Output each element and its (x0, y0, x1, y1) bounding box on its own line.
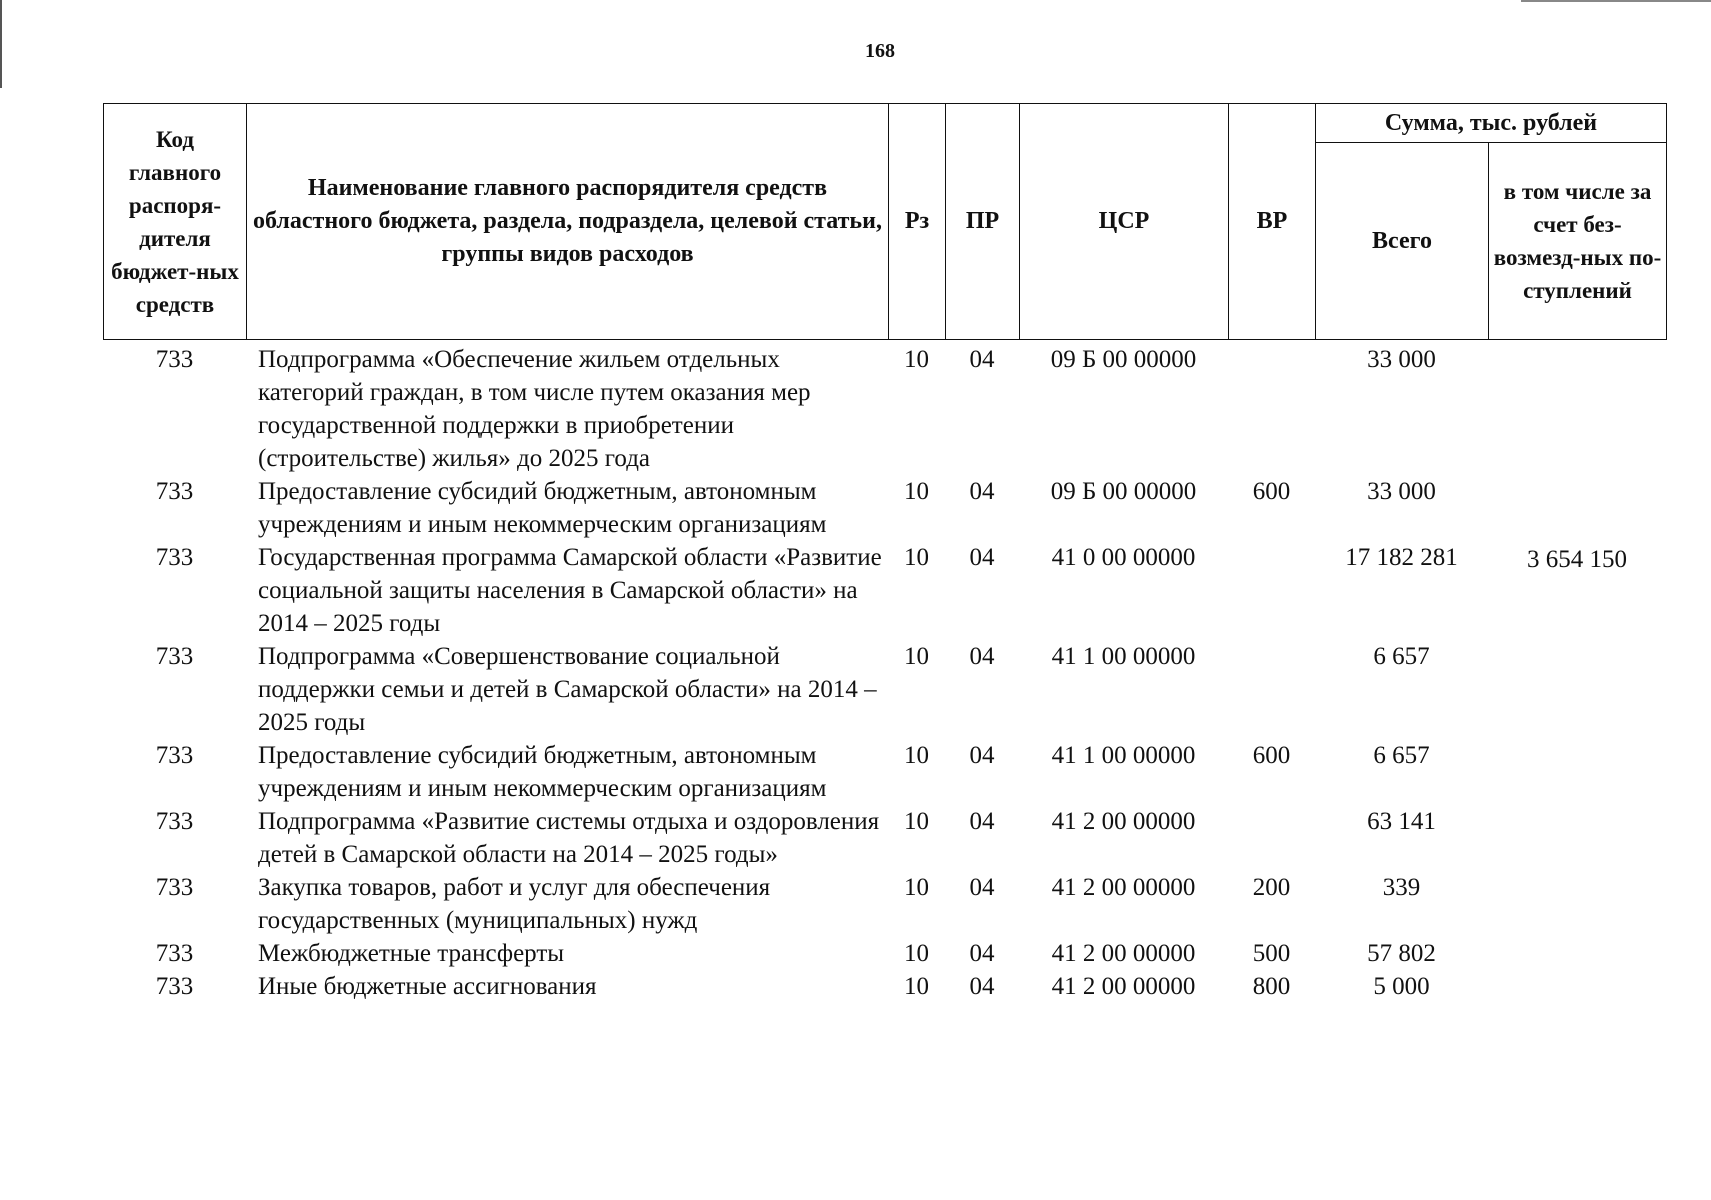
row-csr: 41 0 00 00000 (1051, 544, 1196, 571)
row-pr: 04 (969, 940, 995, 967)
row-csr: 41 2 00 00000 (1051, 874, 1196, 901)
row-total: 5 000 (1373, 973, 1430, 1000)
row-kod: 733 (155, 346, 194, 373)
row-vr (1228, 343, 1315, 475)
row-vr (1228, 541, 1315, 640)
row-name: Межбюджетные трансферты (258, 940, 565, 967)
row-name: Предоставление субсидий бюджетным, автономным учреждениям и иным некоммерческим организациям (258, 742, 827, 802)
table-row (103, 970, 1666, 1003)
row-including (1488, 871, 1666, 937)
table-row (103, 937, 1666, 970)
row-vr (1228, 805, 1315, 871)
row-csr: 41 1 00 00000 (1051, 643, 1196, 670)
row-kod: 733 (155, 643, 194, 670)
header-sum-group: Сумма, тыс. рублей (1316, 104, 1667, 143)
row-rz: 10 (904, 940, 929, 967)
header-vr: ВР (1229, 104, 1316, 340)
row-kod: 733 (155, 874, 194, 901)
row-csr: 09 Б 00 00000 (1050, 346, 1197, 373)
table-row (103, 739, 1666, 805)
row-including (1488, 970, 1666, 1003)
row-rz: 10 (904, 478, 929, 505)
row-pr: 04 (969, 874, 995, 901)
row-name: Иные бюджетные ассигнования (258, 973, 597, 1000)
row-including (1488, 739, 1666, 805)
row-kod: 733 (155, 940, 194, 967)
row-total: 339 (1382, 874, 1421, 901)
row-rz: 10 (904, 874, 929, 901)
row-name: Закупка товаров, работ и услуг для обеспечения государственных (муниципальных) нужд (258, 874, 771, 934)
row-vr: 500 (1252, 940, 1291, 967)
row-name: Предоставление субсидий бюджетным, автономным учреждениям и иным некоммерческим организациям (258, 478, 827, 538)
row-total: 33 000 (1367, 346, 1436, 373)
row-vr: 600 (1252, 478, 1291, 505)
row-pr: 04 (969, 478, 995, 505)
table-row (103, 871, 1666, 937)
row-csr: 41 2 00 00000 (1051, 808, 1196, 835)
scan-edge-line-top (1521, 0, 1711, 2)
table-row (103, 640, 1666, 739)
header-kod: Код главного распоря-дителя бюджет-ных средств (104, 104, 247, 340)
row-vr: 200 (1252, 874, 1291, 901)
header-including: в том числе за счет без-возмезд-ных по-ступлений (1489, 143, 1667, 340)
page-number: 168 (865, 40, 895, 62)
row-kod: 733 (155, 544, 194, 571)
row-including (1488, 343, 1666, 475)
row-pr: 04 (969, 808, 995, 835)
row-total: 63 141 (1367, 808, 1436, 835)
row-vr: 600 (1252, 742, 1291, 769)
row-total: 6 657 (1373, 742, 1430, 769)
header-total: Всего (1316, 143, 1489, 340)
row-name: Подпрограмма «Совершенствование социальной поддержки семьи и детей в Самарской области» на 2014 – 2025 годы (258, 643, 877, 736)
header-name: Наименование главного распорядителя средств областного бюджета, раздела, подраздела, целевой статьи, группы видов расходов (247, 104, 889, 340)
row-csr: 41 1 00 00000 (1051, 742, 1196, 769)
row-vr (1228, 640, 1315, 739)
row-name: Государственная программа Самарской области «Развитие социальной защиты населения в Самарской области» на 2014 – 2025 годы (258, 544, 882, 637)
row-total: 33 000 (1367, 478, 1436, 505)
row-including (1488, 640, 1666, 739)
row-rz: 10 (904, 346, 929, 373)
row-rz: 10 (904, 742, 929, 769)
row-pr: 04 (969, 742, 995, 769)
budget-table (103, 343, 1666, 1003)
row-csr: 09 Б 00 00000 (1050, 478, 1197, 505)
row-including (1488, 805, 1666, 871)
row-kod: 733 (155, 478, 194, 505)
table-header (103, 103, 1667, 340)
row-including (1488, 937, 1666, 970)
table-row (103, 343, 1666, 475)
row-total: 57 802 (1367, 940, 1436, 967)
row-pr: 04 (969, 346, 995, 373)
row-name: Подпрограмма «Обеспечение жильем отдельных категорий граждан, в том числе путем оказания мер государственной поддержки в приобретении (строительстве) жилья» до 2025 года (258, 346, 811, 472)
row-name: Подпрограмма «Развитие системы отдыха и оздоровления детей в Самарской области на 2014 – 2025 годы» (258, 808, 880, 868)
table-row (103, 475, 1666, 541)
row-csr: 41 2 00 00000 (1051, 973, 1196, 1000)
header-rz: Рз (889, 104, 946, 340)
header-pr: ПР (946, 104, 1020, 340)
table-row (103, 541, 1666, 640)
row-pr: 04 (969, 544, 995, 571)
row-rz: 10 (904, 973, 929, 1000)
row-kod: 733 (155, 973, 194, 1000)
row-kod: 733 (155, 808, 194, 835)
row-total: 6 657 (1373, 643, 1430, 670)
row-csr: 41 2 00 00000 (1051, 940, 1196, 967)
row-including: 3 654 150 (1527, 546, 1627, 573)
row-rz: 10 (904, 643, 929, 670)
row-kod: 733 (155, 742, 194, 769)
row-vr: 800 (1252, 973, 1291, 1000)
table-row (103, 805, 1666, 871)
row-including (1488, 475, 1666, 541)
row-rz: 10 (904, 544, 929, 571)
header-csr: ЦСР (1020, 104, 1229, 340)
row-total: 17 182 281 (1345, 544, 1458, 571)
row-rz: 10 (904, 808, 929, 835)
row-pr: 04 (969, 643, 995, 670)
row-pr: 04 (969, 973, 995, 1000)
